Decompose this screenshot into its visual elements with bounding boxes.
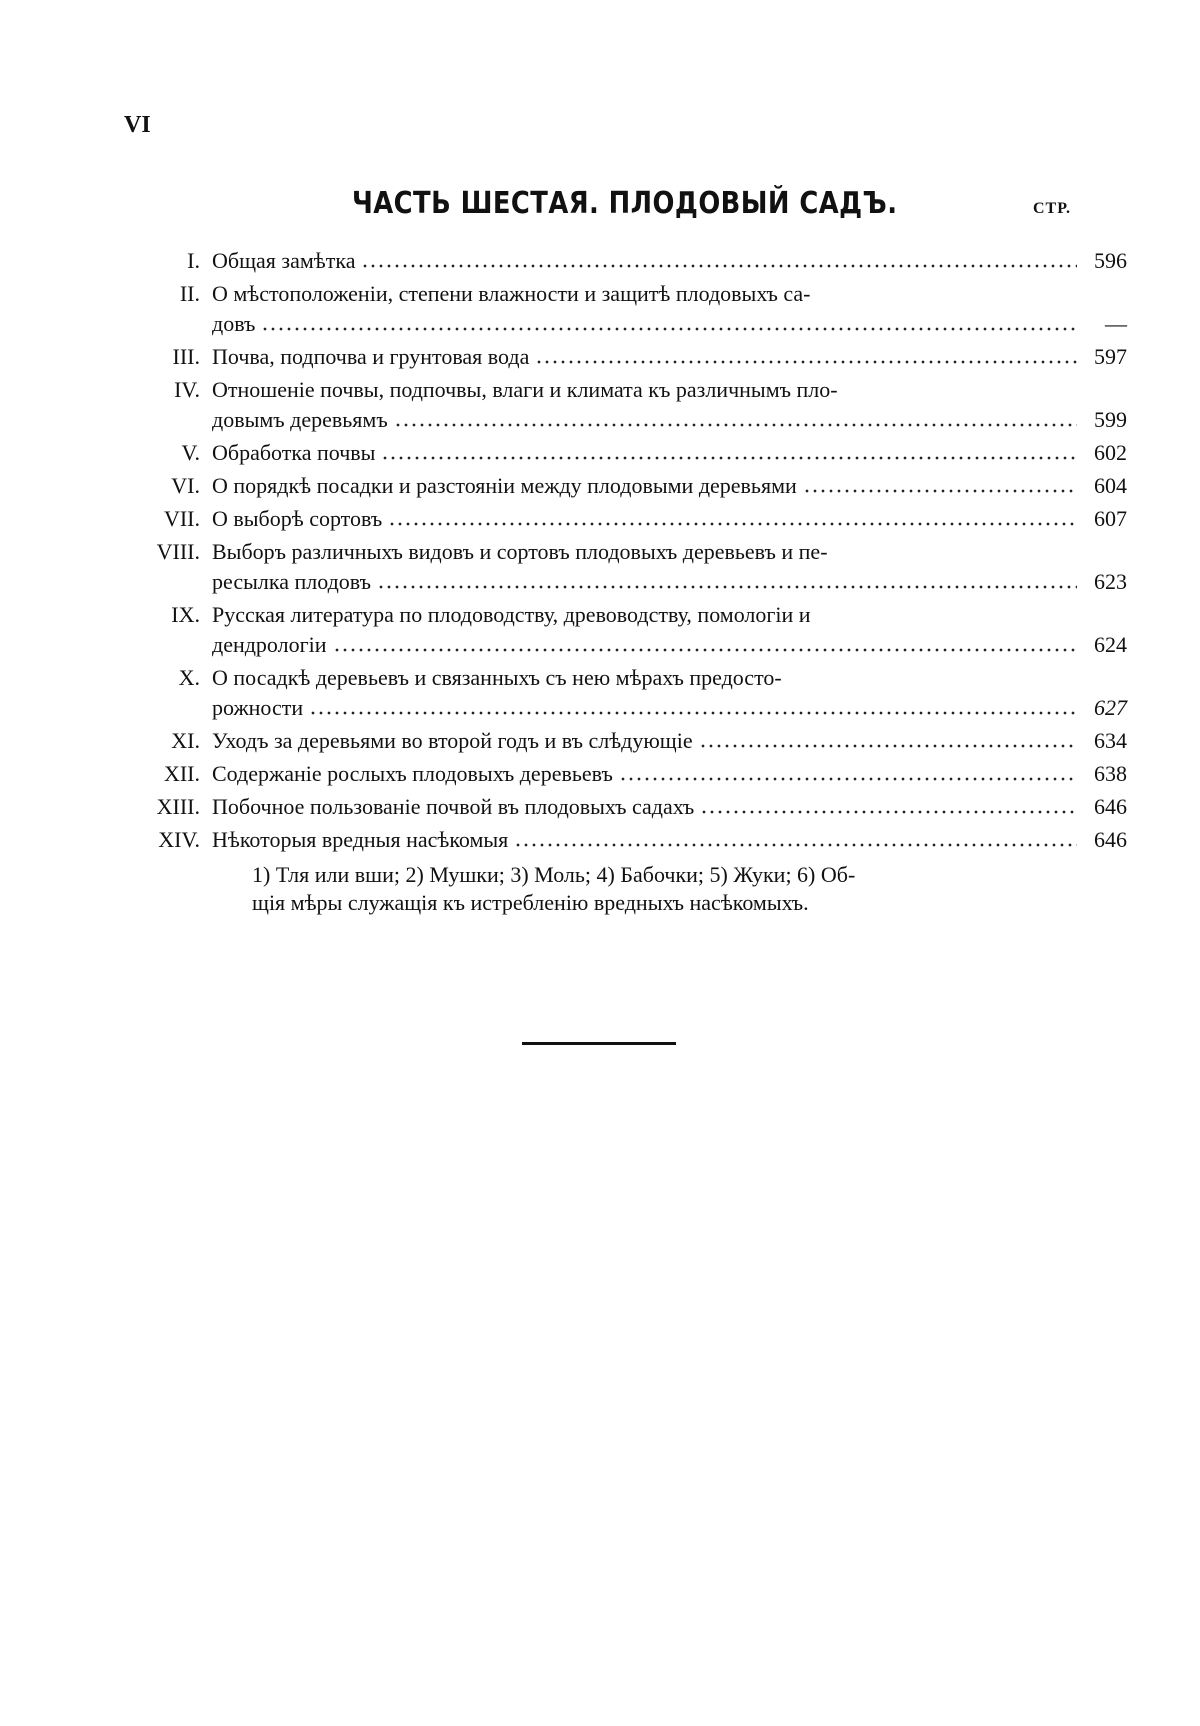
chapter-title-text: Уходъ за деревьями во второй годъ и въ слѣдующіе [212, 728, 693, 753]
toc-entry [0, 792, 1200, 822]
dot-leader [803, 489, 1077, 493]
chapter-title-text: довымъ деревьямъ [212, 407, 388, 432]
chapter-number: XI. [171, 728, 200, 753]
section-heading [0, 186, 1200, 226]
toc-entry [0, 537, 1200, 597]
chapter-title [212, 759, 1127, 789]
chapter-title-text: дендрологіи [212, 632, 327, 657]
page-reference: 607 [1094, 506, 1127, 531]
section-title: ЧАСТЬ ШЕСТАЯ. ПЛОДОВЫЙ САДЪ. [352, 186, 898, 221]
toc-entry [0, 825, 1200, 855]
chapter-title-text: Нѣкоторыя вредныя насѣкомыя [212, 827, 509, 852]
subtopics-note-line: 1) Тля или вши; 2) Мушки; 3) Моль; 4) Бабочки; 5) Жуки; 6) Об- [252, 862, 856, 887]
chapter-number: I. [187, 248, 200, 273]
chapter-number: XII. [163, 761, 200, 786]
page-reference: 646 [1094, 794, 1127, 819]
chapter-title-last-line [212, 630, 1127, 660]
page-reference: 597 [1094, 344, 1127, 369]
dot-leader [381, 456, 1077, 460]
toc-entry [0, 726, 1200, 756]
chapter-title-last-line [212, 825, 1127, 855]
dot-leader [619, 777, 1077, 781]
chapter-title [212, 600, 1127, 660]
chapter-title-last-line [212, 693, 1127, 723]
dot-leader [388, 522, 1077, 526]
page-reference: 646 [1094, 827, 1127, 852]
page-reference: 627 [1094, 695, 1127, 720]
dot-leader [394, 423, 1077, 427]
chapter-number: IV. [174, 377, 200, 402]
page-reference: 623 [1094, 569, 1127, 594]
chapter-title-last-line [212, 309, 1127, 339]
chapter-title-text: Обработка почвы [212, 440, 376, 465]
chapter-number: IX. [171, 602, 200, 627]
chapter-title [212, 279, 1127, 339]
page-reference: — [1105, 311, 1127, 336]
chapter-title-text: О порядкѣ посадки и разстояніи между плодовыми деревьями [212, 473, 797, 498]
toc-entry [0, 504, 1200, 534]
dot-leader [361, 264, 1077, 268]
page-reference: 634 [1094, 728, 1127, 753]
dot-leader [700, 810, 1077, 814]
chapter-title-text: Побочное пользованіе почвой въ плодовыхъ садахъ [212, 794, 695, 819]
toc-entry [0, 471, 1200, 501]
chapter-title [212, 825, 1127, 855]
chapter-title-last-line [212, 567, 1127, 597]
page-reference: 638 [1094, 761, 1127, 786]
page-reference: 624 [1094, 632, 1127, 657]
chapter-number: II. [179, 281, 200, 306]
dot-leader [333, 648, 1077, 652]
dot-leader [377, 585, 1077, 589]
chapter-title-last-line [212, 342, 1127, 372]
table-of-contents [0, 246, 1200, 917]
toc-entry [0, 246, 1200, 276]
chapter-title [212, 726, 1127, 756]
chapter-title-line: Русская литература по плодоводству, древоводству, помологіи и [212, 602, 811, 627]
closing-rule [522, 1042, 676, 1045]
page-number: VI [124, 112, 151, 138]
chapter-number: V. [181, 440, 200, 465]
dot-leader [535, 360, 1077, 364]
chapter-title-line: Отношеніе почвы, подпочвы, влаги и климата къ различнымъ пло- [212, 377, 838, 402]
dot-leader [309, 711, 1077, 715]
chapter-title [212, 246, 1127, 276]
chapter-title-last-line [212, 726, 1127, 756]
chapter-number: VI. [171, 473, 200, 498]
dot-leader [261, 327, 1077, 331]
dot-leader [514, 843, 1077, 847]
chapter-number: XIV. [158, 827, 200, 852]
toc-entry [0, 375, 1200, 435]
subtopics-note-line: щія мѣры служащія къ истребленію вредныхъ насѣкомыхъ. [252, 890, 809, 915]
toc-entry [0, 438, 1200, 468]
chapter-title-last-line [212, 471, 1127, 501]
toc-entry [0, 600, 1200, 660]
chapter-number: VII. [163, 506, 200, 531]
chapter-title-text: Общая замѣтка [212, 248, 356, 273]
chapter-title-text: О выборѣ сортовъ [212, 506, 383, 531]
chapter-title-text: Почва, подпочва и грунтовая вода [212, 344, 530, 369]
chapter-title [212, 471, 1127, 501]
toc-entry [0, 342, 1200, 372]
chapter-title [212, 504, 1127, 534]
subtopics-note [252, 861, 1082, 917]
page-column-label: СТР. [1033, 200, 1071, 217]
chapter-number: X. [178, 665, 200, 690]
chapter-title-last-line [212, 438, 1127, 468]
chapter-title-last-line [212, 792, 1127, 822]
chapter-title-line: Выборъ различныхъ видовъ и сортовъ плодовыхъ деревьевъ и пе- [212, 539, 828, 564]
chapter-title-last-line [212, 246, 1127, 276]
chapter-title-last-line [212, 759, 1127, 789]
chapter-title [212, 375, 1127, 435]
chapter-number: VIII. [156, 539, 200, 564]
chapter-number: XIII. [156, 794, 200, 819]
chapter-title-last-line [212, 405, 1127, 435]
chapter-title [212, 342, 1127, 372]
chapter-title-line: О мѣстоположеніи, степени влажности и защитѣ плодовыхъ са- [212, 281, 811, 306]
chapter-title [212, 792, 1127, 822]
chapter-title-text: довъ [212, 311, 256, 336]
chapter-title [212, 537, 1127, 597]
page-reference: 596 [1094, 248, 1127, 273]
page-reference: 602 [1094, 440, 1127, 465]
dot-leader [699, 744, 1077, 748]
chapter-title-last-line [212, 504, 1127, 534]
toc-entry [0, 759, 1200, 789]
chapter-title [212, 438, 1127, 468]
page-reference: 599 [1094, 407, 1127, 432]
chapter-title [212, 663, 1127, 723]
toc-entry [0, 663, 1200, 723]
chapter-title-text: рожности [212, 695, 304, 720]
chapter-title-line: О посадкѣ деревьевъ и связанныхъ съ нею мѣрахъ предосто- [212, 665, 782, 690]
toc-entry [0, 279, 1200, 339]
chapter-title-text: Содержаніе рослыхъ плодовыхъ деревьевъ [212, 761, 613, 786]
page-reference: 604 [1094, 473, 1127, 498]
chapter-title-text: ресылка плодовъ [212, 569, 371, 594]
chapter-number: III. [172, 344, 200, 369]
